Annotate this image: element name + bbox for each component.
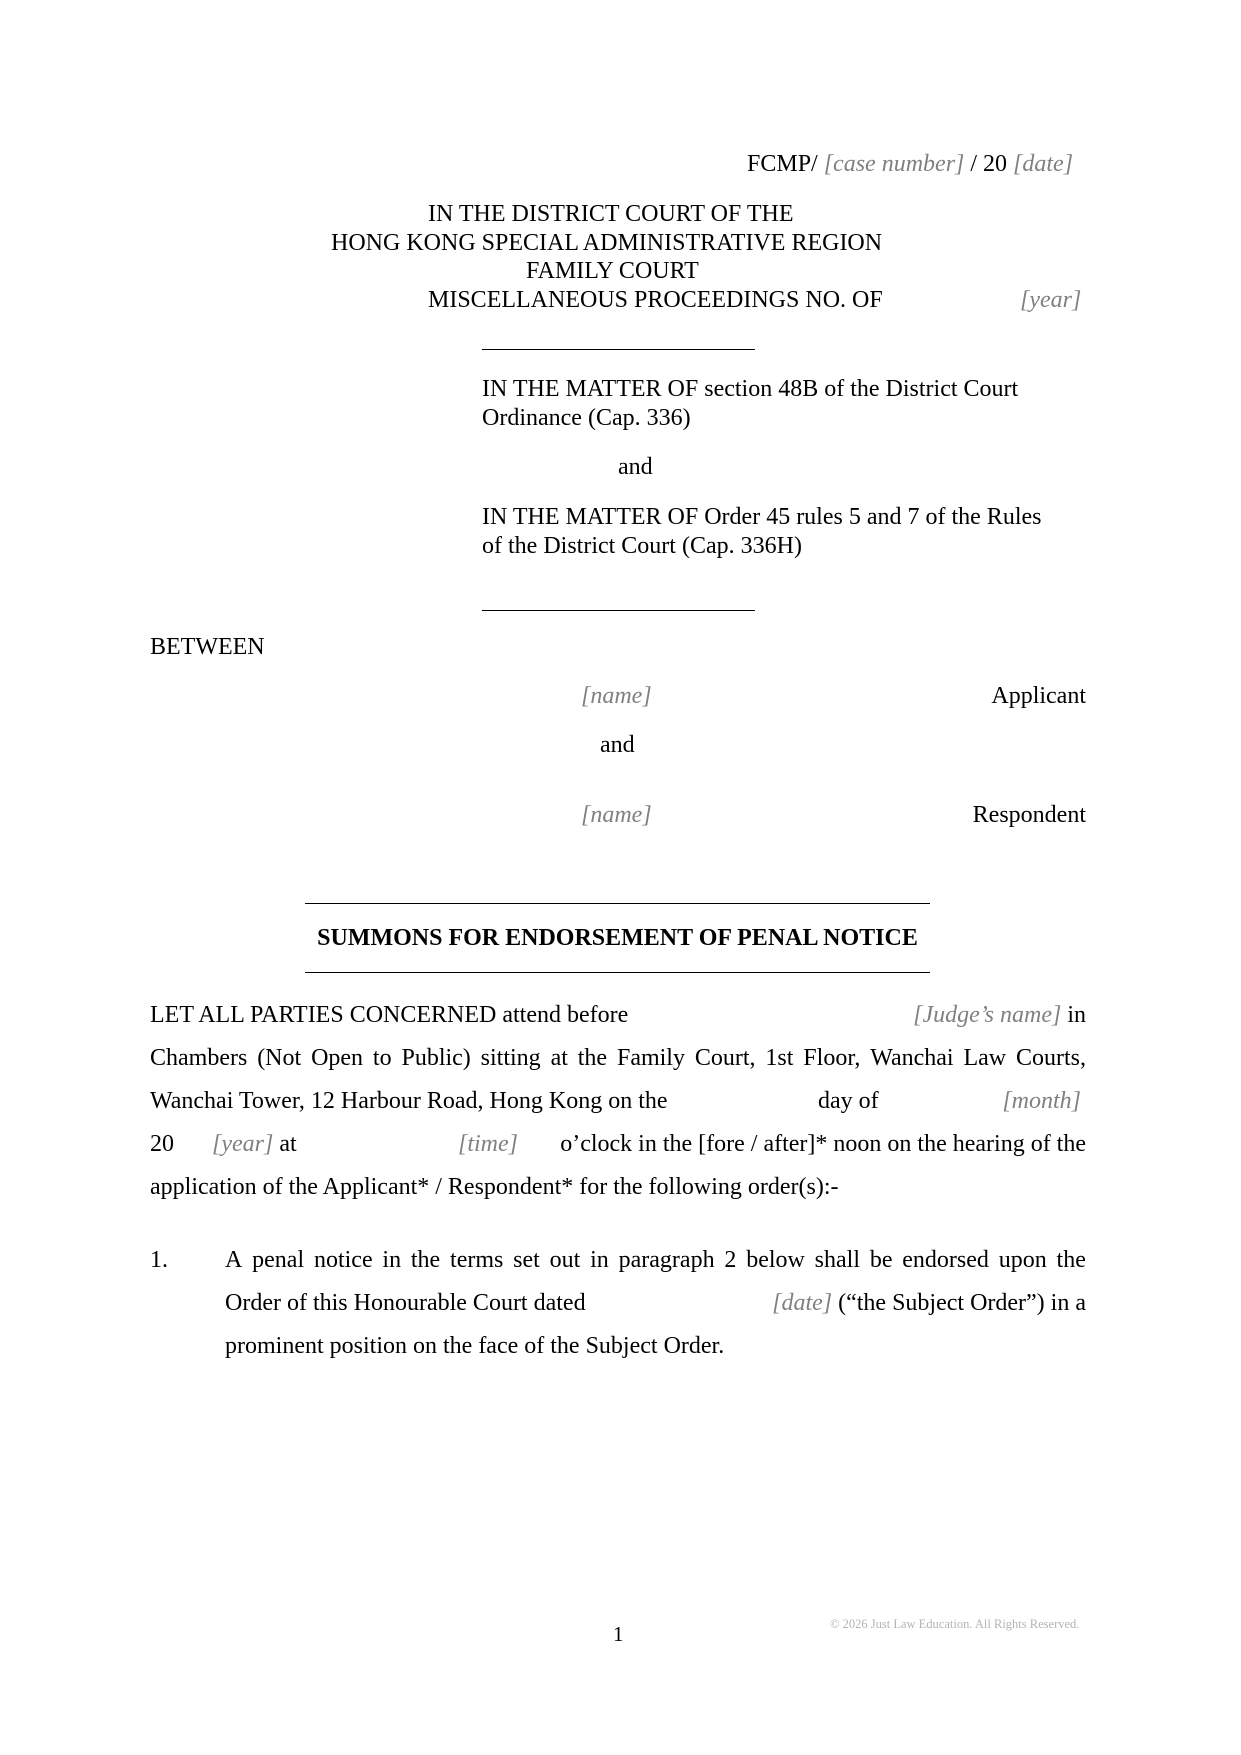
time-placeholder: [time] xyxy=(458,1131,518,1157)
item-1-line1-word: in xyxy=(590,1247,609,1273)
body-line2-word: Wanchai xyxy=(870,1045,954,1071)
item-1-line1-word: paragraph xyxy=(618,1247,715,1273)
body-line4-rest-text: o’clock in the [fore / after]* noon on the hearing of the xyxy=(560,1131,1086,1157)
case-number-placeholder: [case number] xyxy=(823,151,965,177)
body-line3-day: day of xyxy=(818,1088,879,1114)
body-line2-word: Court, xyxy=(694,1045,756,1071)
item-1-line1-word: endorsed xyxy=(902,1247,989,1273)
item-1-line1-word: below xyxy=(746,1247,805,1273)
body-line4-rest xyxy=(458,1130,1086,1158)
body-line1-a: LET ALL PARTIES CONCERNED attend before xyxy=(150,1002,629,1028)
divider xyxy=(482,610,755,611)
year-placeholder: [year] xyxy=(1020,287,1082,313)
parties-and: and xyxy=(600,732,635,758)
divider xyxy=(482,349,755,350)
case-mid: / 20 xyxy=(970,151,1008,177)
case-number-line xyxy=(747,150,1073,178)
item-1-line1-word: notice xyxy=(313,1247,373,1273)
court-title-3: FAMILY COURT xyxy=(526,258,699,284)
item-1-line2-a: Order of this Honourable Court dated xyxy=(225,1290,586,1316)
court-title-1: IN THE DISTRICT COURT OF THE xyxy=(428,201,794,227)
body-line2-word: Family xyxy=(616,1045,685,1071)
matter-1-line2: Ordinance (Cap. 336) xyxy=(482,405,691,431)
item-1-line2-b xyxy=(772,1289,1086,1317)
body-line2-word: Law xyxy=(963,1045,1007,1071)
item-1-line1-word: be xyxy=(869,1247,893,1273)
body-line4-20: 20 xyxy=(150,1131,174,1157)
judge-name-placeholder: [Judge’s name] xyxy=(913,1002,1062,1028)
item-1-number: 1. xyxy=(150,1247,168,1273)
applicant-label: Applicant xyxy=(991,683,1086,709)
body-line2-word: Public) xyxy=(401,1045,471,1071)
matter-2-line2: of the District Court (Cap. 336H) xyxy=(482,533,802,559)
matter-and: and xyxy=(618,454,653,480)
item-1-line1-word: terms xyxy=(450,1247,504,1273)
order-date-placeholder: [date] xyxy=(772,1290,833,1316)
body-line3-a: Wanchai Tower, 12 Harbour Road, Hong Kong on the xyxy=(150,1088,668,1114)
page-number: 1 xyxy=(613,1622,624,1646)
body-line4-year xyxy=(212,1130,297,1158)
body-line2-word: Chambers xyxy=(150,1045,248,1071)
item-1-line1-word: penal xyxy=(252,1247,305,1273)
court-title-2: HONG KONG SPECIAL ADMINISTRATIVE REGION xyxy=(331,230,883,256)
body-line1-in: in xyxy=(1061,1002,1086,1028)
body-line5: application of the Applicant* / Respondent* for the following order(s):- xyxy=(150,1174,839,1200)
respondent-name-placeholder: [name] xyxy=(581,802,652,828)
respondent-label: Respondent xyxy=(972,802,1086,828)
year-placeholder-body: [year] xyxy=(212,1131,274,1157)
document-title: SUMMONS FOR ENDORSEMENT OF PENAL NOTICE xyxy=(317,925,918,951)
item-1-line2-tail: (“the Subject Order”) in a xyxy=(832,1290,1086,1316)
matter-1-line1: IN THE MATTER OF section 48B of the District Court xyxy=(482,376,1019,402)
item-1-line1-word: A xyxy=(225,1247,243,1273)
title-rule-bottom xyxy=(305,972,930,973)
body-line2-word: sitting xyxy=(480,1045,541,1071)
body-line2-word: 1st xyxy=(765,1045,794,1071)
item-1-line1-word: set xyxy=(513,1247,540,1273)
item-1-line1-word: out xyxy=(549,1247,581,1273)
item-1-line1-word: shall xyxy=(814,1247,860,1273)
item-1-line1 xyxy=(225,1246,1086,1274)
between-label: BETWEEN xyxy=(150,634,265,660)
month-placeholder: [month] xyxy=(1002,1088,1081,1114)
date-placeholder: [date] xyxy=(1013,151,1074,177)
body-line2-word: the xyxy=(577,1045,608,1071)
body-line2-word: Floor, xyxy=(803,1045,861,1071)
item-1-line1-word: upon xyxy=(998,1247,1047,1273)
body-line2-word: (Not xyxy=(257,1045,302,1071)
item-1-line1-word: the xyxy=(410,1247,441,1273)
body-line1-b xyxy=(913,1001,1086,1029)
item-1-line1-word: in xyxy=(382,1247,402,1273)
item-1-line1-word: the xyxy=(1056,1247,1086,1273)
title-rule-top xyxy=(305,903,930,904)
body-line2-word: Courts, xyxy=(1015,1045,1086,1071)
court-title-4: MISCELLANEOUS PROCEEDINGS NO. OF xyxy=(428,287,883,313)
item-1-line3: prominent position on the face of the Subject Order. xyxy=(225,1333,725,1359)
body-line2-word: at xyxy=(550,1045,568,1071)
item-1-line1-word: 2 xyxy=(724,1247,737,1273)
copyright-notice: © 2026 Just Law Education. All Rights Reserved. xyxy=(830,1617,1080,1631)
body-line4-at: at xyxy=(273,1131,297,1157)
applicant-name-placeholder: [name] xyxy=(581,683,652,709)
body-line2-word: Open xyxy=(311,1045,364,1071)
case-prefix: FCMP/ xyxy=(747,151,818,177)
body-line2 xyxy=(150,1044,1086,1072)
body-line2-word: to xyxy=(372,1045,392,1071)
matter-2-line1: IN THE MATTER OF Order 45 rules 5 and 7 of the Rules xyxy=(482,504,1042,530)
